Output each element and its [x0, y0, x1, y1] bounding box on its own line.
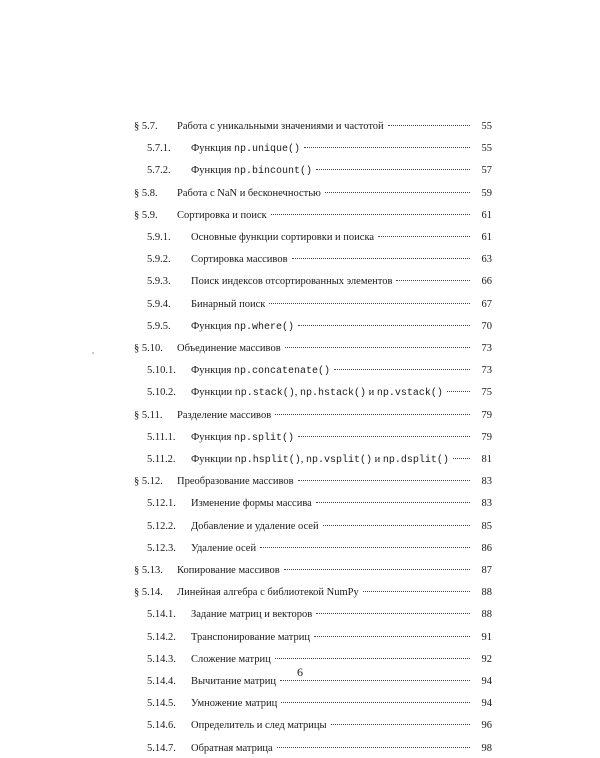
- toc-subsection-entry[interactable]: [147, 384, 492, 402]
- toc-entry-title: Сортировка и поиск: [177, 209, 267, 221]
- toc-entry-title: Основные функции сортировки и поиска: [191, 232, 375, 243]
- toc-subsection-entry[interactable]: [147, 606, 492, 624]
- toc-dot-leader: [280, 680, 470, 681]
- toc-section-entry[interactable]: [134, 407, 492, 425]
- toc-subsection-entry[interactable]: [147, 717, 492, 735]
- toc-dot-leader: [285, 347, 470, 348]
- toc-dot-leader: [453, 458, 470, 459]
- toc-entry-title: Обратная матрица: [191, 742, 273, 754]
- toc-entry-page: 88: [481, 587, 492, 599]
- toc-dot-leader: [277, 747, 470, 748]
- toc-subsection-entry[interactable]: [147, 740, 492, 758]
- toc-section-entry[interactable]: [134, 562, 492, 580]
- toc-entry-title: Функции np.hsplit(), np.vsplit() и np.dsplit(): [191, 454, 449, 466]
- toc-entry-page: 85: [481, 520, 492, 532]
- toc-entry-number: 5.11.1.: [147, 431, 176, 443]
- toc-dot-leader: [388, 125, 470, 126]
- toc-subsection-entry[interactable]: [147, 518, 492, 536]
- toc-entry-title: Бинарный поиск: [191, 298, 266, 310]
- toc-subsection-entry[interactable]: [147, 495, 492, 513]
- toc-dot-leader: [378, 236, 470, 237]
- toc-dot-leader: [331, 724, 470, 725]
- toc-entry-title: Задание матриц и векторов: [191, 609, 313, 621]
- toc-section-entry[interactable]: [134, 207, 492, 225]
- toc-entry-page: 96: [481, 720, 492, 732]
- toc-subsection-entry[interactable]: [147, 429, 492, 447]
- toc-entry-number: 5.9.3.: [147, 276, 171, 288]
- toc-entry-number: 5.7.1.: [147, 143, 171, 155]
- toc-entry-number: § 5.8.: [134, 187, 158, 199]
- toc-entry-title: Функция np.bincount(): [191, 165, 312, 178]
- toc-entry-number: 5.11.2.: [147, 454, 176, 465]
- toc-entry-title: Вычитание матриц: [191, 676, 277, 687]
- toc-entry-title: Удаление осей: [191, 542, 257, 554]
- toc-entry-page: 91: [481, 631, 492, 643]
- toc-dot-leader: [304, 147, 470, 148]
- toc-dot-leader: [396, 280, 470, 281]
- toc-subsection-entry[interactable]: [147, 362, 492, 380]
- toc-entry-number: § 5.10.: [134, 343, 163, 354]
- toc-entry-title: Умножение матриц: [191, 698, 278, 710]
- toc-section-entry[interactable]: [134, 584, 492, 602]
- toc-subsection-entry[interactable]: [147, 629, 492, 647]
- toc-dot-leader: [298, 436, 470, 437]
- toc-subsection-entry[interactable]: [147, 451, 492, 469]
- toc-dot-leader: [281, 702, 470, 703]
- toc-entry-page: 83: [481, 498, 492, 510]
- toc-entry-title: Определитель и след матрицы: [191, 720, 327, 732]
- toc-entry-title: Изменение формы массива: [191, 498, 312, 510]
- toc-entry-page: 73: [481, 343, 492, 354]
- toc-entry-title: Добавление и удаление осей: [191, 520, 319, 532]
- toc-entry-title: Функция np.where(): [191, 320, 294, 333]
- toc-entry-title: Линейная алгебра с библиотекой NumPy: [177, 587, 359, 599]
- toc-entry-page: 81: [481, 454, 492, 465]
- toc-entry-title: Транспонирование матриц: [191, 631, 310, 643]
- toc-entry-number: 5.14.1.: [147, 609, 176, 621]
- toc-entry-number: § 5.14.: [134, 587, 163, 599]
- toc-entry-page: 66: [481, 276, 492, 288]
- toc-entry-title: Копирование массивов: [177, 565, 280, 576]
- toc-entry-title: Разделение массивов: [177, 409, 272, 421]
- toc-entry-number: § 5.9.: [134, 209, 158, 221]
- toc-entry-page: 88: [481, 609, 492, 621]
- toc-entry-title: Сложение матриц: [191, 653, 271, 665]
- toc-dot-leader: [363, 591, 470, 592]
- toc-entry-title: Функция np.unique(): [191, 143, 300, 156]
- toc-subsection-entry[interactable]: [147, 229, 492, 247]
- toc-entry-number: 5.9.4.: [147, 298, 171, 310]
- toc-dot-leader: [292, 258, 470, 259]
- toc-entry-page: 55: [481, 121, 492, 132]
- toc-dot-leader: [316, 502, 470, 503]
- scan-speck: [92, 352, 94, 354]
- toc-entry-page: 83: [481, 476, 492, 488]
- toc-entry-title: Объединение массивов: [177, 343, 281, 354]
- toc-entry-number: 5.10.2.: [147, 387, 176, 399]
- toc-section-entry[interactable]: [134, 118, 492, 136]
- toc-subsection-entry[interactable]: [147, 140, 492, 158]
- toc-dot-leader: [323, 525, 470, 526]
- toc-entry-title: Поиск индексов отсортированных элементов: [191, 276, 393, 288]
- toc-entry-page: 67: [481, 298, 492, 310]
- toc-entry-number: 5.14.6.: [147, 720, 176, 732]
- toc-entry-page: 98: [481, 742, 492, 754]
- toc-entry-page: 61: [481, 232, 492, 243]
- toc-entry-number: § 5.11.: [134, 409, 163, 421]
- toc-entry-page: 87: [481, 565, 492, 576]
- toc-entry-page: 92: [481, 653, 492, 665]
- toc-entry-page: 55: [481, 143, 492, 155]
- toc-dot-leader: [316, 169, 470, 170]
- toc-dot-leader: [260, 547, 470, 548]
- toc-entry-page: 61: [481, 209, 492, 221]
- toc-entry-title: Функция np.split(): [191, 431, 294, 444]
- toc-entry-page: 94: [481, 698, 492, 710]
- toc-entry-page: 94: [481, 676, 492, 687]
- toc-entry-title: Функции np.stack(), np.hstack() и np.vstack(): [191, 387, 443, 400]
- toc-dot-leader: [325, 192, 470, 193]
- toc-entry-page: 63: [481, 254, 492, 266]
- toc-entry-number: 5.14.3.: [147, 653, 176, 665]
- toc-entry-page: 59: [481, 187, 492, 199]
- toc-dot-leader: [314, 636, 470, 637]
- toc-subsection-entry[interactable]: [147, 273, 492, 291]
- toc-dot-leader: [447, 391, 470, 392]
- toc-entry-number: 5.14.2.: [147, 631, 176, 643]
- toc-subsection-entry[interactable]: [147, 162, 492, 180]
- toc-entry-page: 86: [481, 542, 492, 554]
- toc-entry-title: Преобразование массивов: [177, 476, 294, 488]
- toc-entry-title: Сортировка массивов: [191, 254, 288, 266]
- toc-subsection-entry[interactable]: [147, 695, 492, 713]
- toc-entry-number: 5.14.7.: [147, 742, 176, 754]
- toc-entry-number: 5.9.1.: [147, 232, 171, 243]
- toc-entry-number: 5.14.4.: [147, 676, 176, 687]
- toc-section-entry[interactable]: [134, 185, 492, 203]
- page-number: 6: [297, 665, 303, 679]
- toc-dot-leader: [275, 658, 470, 659]
- toc-subsection-entry[interactable]: [147, 540, 492, 558]
- toc-subsection-entry[interactable]: [147, 251, 492, 269]
- toc-dot-leader: [316, 613, 470, 614]
- toc-dot-leader: [271, 214, 470, 215]
- toc-entry-number: 5.9.2.: [147, 254, 171, 266]
- toc-dot-leader: [298, 480, 470, 481]
- toc-subsection-entry[interactable]: [147, 296, 492, 314]
- toc-entry-number: 5.12.2.: [147, 520, 176, 532]
- toc-entry-page: 79: [481, 431, 492, 443]
- toc-section-entry[interactable]: [134, 340, 492, 358]
- toc-dot-leader: [298, 325, 470, 326]
- toc-entry-page: 57: [481, 165, 492, 177]
- toc-dot-leader: [284, 569, 470, 570]
- toc-entry-number: 5.14.5.: [147, 698, 176, 710]
- toc-entry-number: § 5.12.: [134, 476, 163, 488]
- toc-entry-page: 73: [481, 365, 492, 377]
- toc-entry-number: § 5.7.: [134, 121, 158, 132]
- toc-entry-title: Функция np.concatenate(): [191, 365, 330, 378]
- toc-entry-title: Работа с уникальными значениями и частотой: [177, 121, 384, 132]
- toc-entry-number: 5.12.3.: [147, 542, 176, 554]
- toc-dot-leader: [334, 369, 470, 370]
- toc-entry-number: 5.12.1.: [147, 498, 176, 510]
- toc-entry-page: 70: [481, 320, 492, 332]
- toc-section-entry[interactable]: [134, 473, 492, 491]
- toc-entry-title: Работа с NaN и бесконечностью: [177, 187, 321, 199]
- toc-entry-page: 75: [481, 387, 492, 399]
- toc-entry-number: 5.7.2.: [147, 165, 171, 177]
- toc-subsection-entry[interactable]: [147, 318, 492, 336]
- toc-dot-leader: [269, 303, 470, 304]
- toc-entry-number: § 5.13.: [134, 565, 163, 576]
- toc-dot-leader: [275, 414, 470, 415]
- toc-entry-number: 5.10.1.: [147, 365, 176, 377]
- toc-entry-number: 5.9.5.: [147, 320, 171, 332]
- toc-entry-page: 79: [481, 409, 492, 421]
